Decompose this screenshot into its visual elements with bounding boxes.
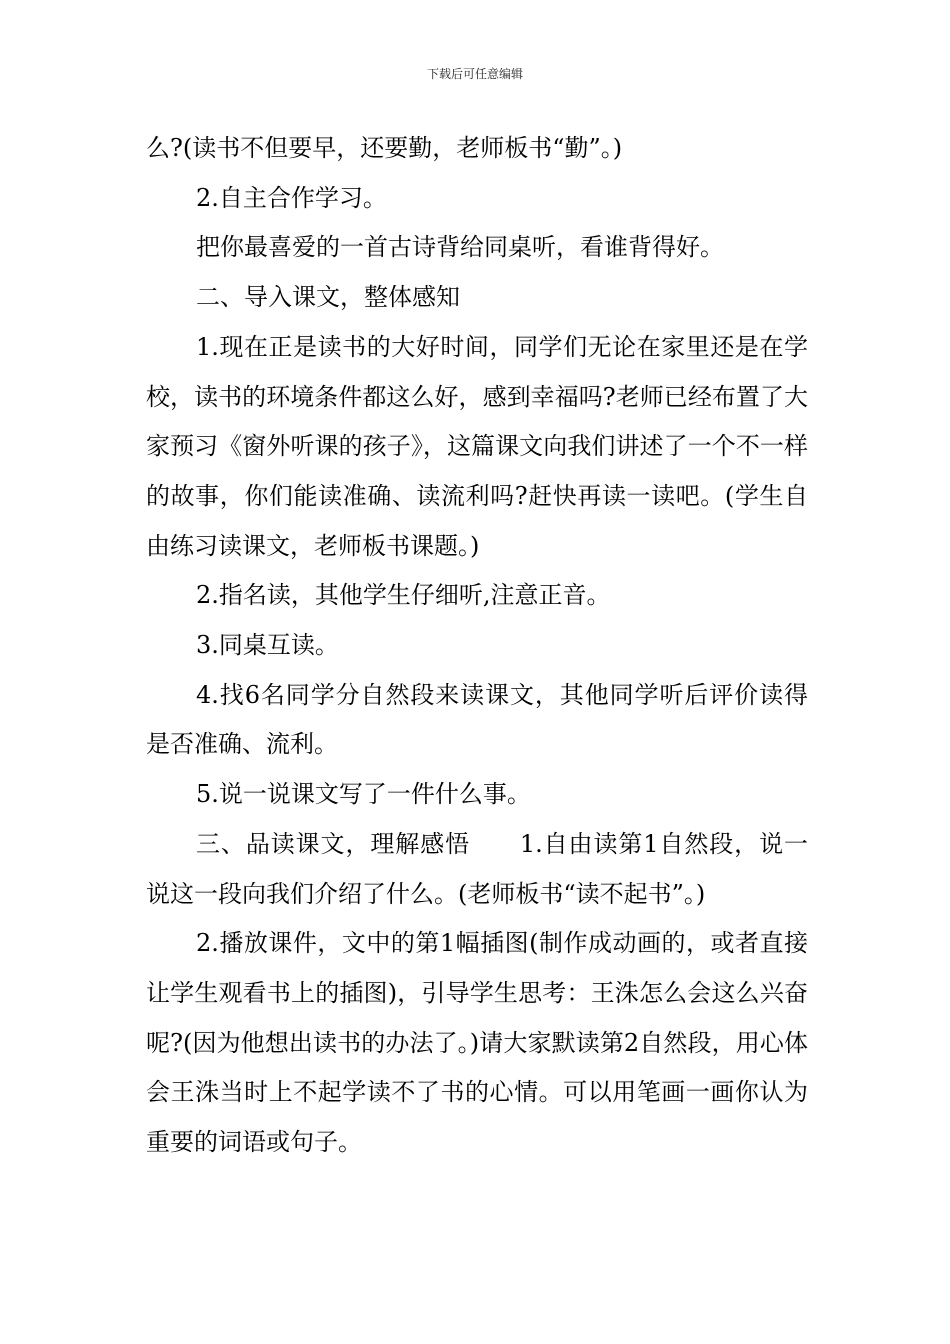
paragraph: 2.自主合作学习。 — [196, 183, 387, 212]
document-body — [146, 124, 808, 1168]
paragraph: 5.说一说课文写了一件什么事。 — [196, 780, 531, 809]
paragraph: 么?(读书不但要早，还要勤，老师板书“勤”。) — [146, 134, 623, 162]
paragraph: 3.同桌互读。 — [196, 631, 339, 660]
paragraph: 2.播放课件，文中的第1幅插图(制作成动画的，或者直接让学生观看书上的插图)，引导学生思考：王洙怎么会这么兴奋呢?(因为他想出读书的办法了。)请大家默读第2自然段，用心体会王洙当时上不起学读不了书的心情。可以用笔画一画你认为重要的词语或句子。 — [146, 929, 808, 1157]
section-heading: 三、品读课文，理解感悟 1.自由读第1自然段，说一说这一段向我们介绍了什么。(老师板书“读不起书”。) — [146, 829, 808, 908]
paragraph: 2.指名读，其他学生仔细听,注意正音。 — [196, 581, 611, 610]
paragraph: 把你最喜爱的一首古诗背给同桌听，看谁背得好。 — [196, 233, 724, 262]
page-header: 下载后可任意编辑 — [426, 67, 523, 81]
paragraph: 4.找6名同学分自然段来读课文，其他同学听后评价读得是否准确、流利。 — [146, 680, 808, 759]
section-heading: 二、导入课文，整体感知 — [196, 283, 460, 312]
paragraph: 1.现在正是读书的大好时间，同学们无论在家里还是在学校，读书的环境条件都这么好，感到幸福吗?老师已经布置了大家预习《窗外听课的孩子》，这篇课文向我们讲述了一个不一样的故事，你们能读准确、读流利吗?赶快再读一读吧。(学生自由练习读课文，老师板书课题。) — [146, 332, 808, 560]
